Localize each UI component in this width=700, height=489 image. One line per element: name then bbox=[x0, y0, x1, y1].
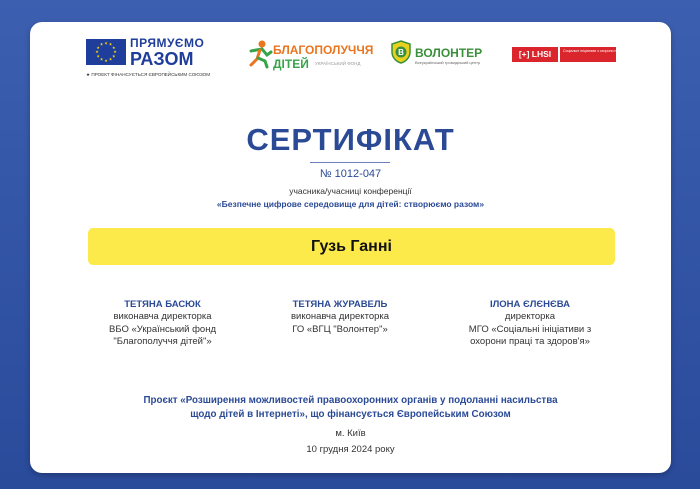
svg-text:★: ★ bbox=[104, 40, 108, 46]
certificate-card bbox=[30, 22, 671, 473]
participant-label: учасника/учасниці конференції bbox=[289, 186, 412, 196]
signer-yelenieva bbox=[445, 298, 615, 349]
svg-text:★: ★ bbox=[104, 57, 108, 63]
lhsi-name: [+] LHSI bbox=[512, 47, 558, 62]
signer-basiuk bbox=[80, 298, 245, 349]
issue-date: 10 грудня 2024 року bbox=[306, 444, 395, 455]
signer-name: ТЕТЯНА ЖУРАВЕЛЬ bbox=[292, 299, 388, 310]
svg-text:★: ★ bbox=[108, 56, 113, 62]
blagopoluchchia-line1: БЛАГОПОЛУЧЧЯ bbox=[273, 43, 374, 57]
svg-text:★: ★ bbox=[99, 56, 104, 62]
signer-zhuravel bbox=[260, 298, 420, 336]
recipient-name: Гузь Ганні bbox=[311, 238, 392, 255]
city: м. Київ bbox=[335, 428, 366, 439]
volonter-shield-icon bbox=[390, 40, 412, 64]
signer-role: директорка bbox=[504, 311, 556, 322]
lhsi-sub: Соціальні ініціативи з охорони праці та здоров'я bbox=[560, 47, 616, 62]
eu-logo-line2: РАЗОМ bbox=[130, 49, 194, 69]
svg-text:★: ★ bbox=[96, 44, 100, 50]
title-divider bbox=[310, 162, 390, 163]
recipient-name-bar bbox=[88, 228, 615, 265]
signer-org: МГО «Соціальні ініціативи з bbox=[468, 323, 592, 335]
signer-org: охорони праці та здоров'я» bbox=[470, 336, 590, 347]
project-line: щодо дітей в Інтернеті», що фінансується Європейським Союзом bbox=[190, 409, 511, 420]
eu-logo-subtitle: ★ ПРОЕКТ ФІНАНСУЄТЬСЯ ЄВРОПЕЙСЬКИМ СОЮЗОМ bbox=[86, 72, 211, 77]
eu-logo-line1: ПРЯМУЄМО bbox=[130, 36, 205, 50]
volonter-sub: Всеукраїнський громадський центр bbox=[415, 60, 481, 65]
svg-text:★: ★ bbox=[108, 41, 113, 47]
blagopoluchchia-line2: ДІТЕЙ bbox=[273, 57, 309, 71]
svg-text:★: ★ bbox=[112, 53, 116, 59]
running-child-icon bbox=[245, 39, 275, 69]
project-description bbox=[90, 394, 611, 422]
certificate-number: № 1012-047 bbox=[319, 168, 382, 180]
conference-title: «Безпечне цифрове середовище для дітей: створюємо разом» bbox=[216, 199, 485, 209]
volonter-name: ВОЛОНТЕР bbox=[415, 46, 483, 60]
svg-text:★: ★ bbox=[112, 44, 116, 50]
eu-flag-icon bbox=[86, 39, 126, 65]
signer-org: "Благополуччя дітей"» bbox=[113, 336, 212, 347]
project-line: Проєкт «Розширення можливостей правоохоронних органів у подоланні насильства bbox=[143, 395, 558, 406]
signer-name: ІЛОНА ЄЛЄНЄВА bbox=[489, 299, 571, 310]
signer-org: ГО «ВГЦ "Волонтер"» bbox=[292, 323, 388, 335]
blagopoluchchia-sub: УКРАЇНСЬКИЙ ФОНД bbox=[315, 61, 361, 66]
svg-text:B: B bbox=[398, 48, 404, 57]
eu-logo-title bbox=[130, 37, 204, 68]
signer-org: ВБО «Український фонд bbox=[109, 323, 216, 335]
signer-name: ТЕТЯНА БАСЮК bbox=[124, 299, 201, 310]
certificate-title: СЕРТИФІКАТ bbox=[246, 122, 455, 157]
signer-role: виконавча директорка bbox=[113, 311, 212, 322]
svg-text:★: ★ bbox=[96, 53, 100, 59]
logo-row bbox=[30, 22, 671, 92]
svg-text:★: ★ bbox=[95, 49, 99, 55]
signer-role: виконавча директорка bbox=[290, 311, 390, 322]
svg-text:★: ★ bbox=[113, 49, 117, 55]
svg-text:★: ★ bbox=[99, 41, 104, 47]
